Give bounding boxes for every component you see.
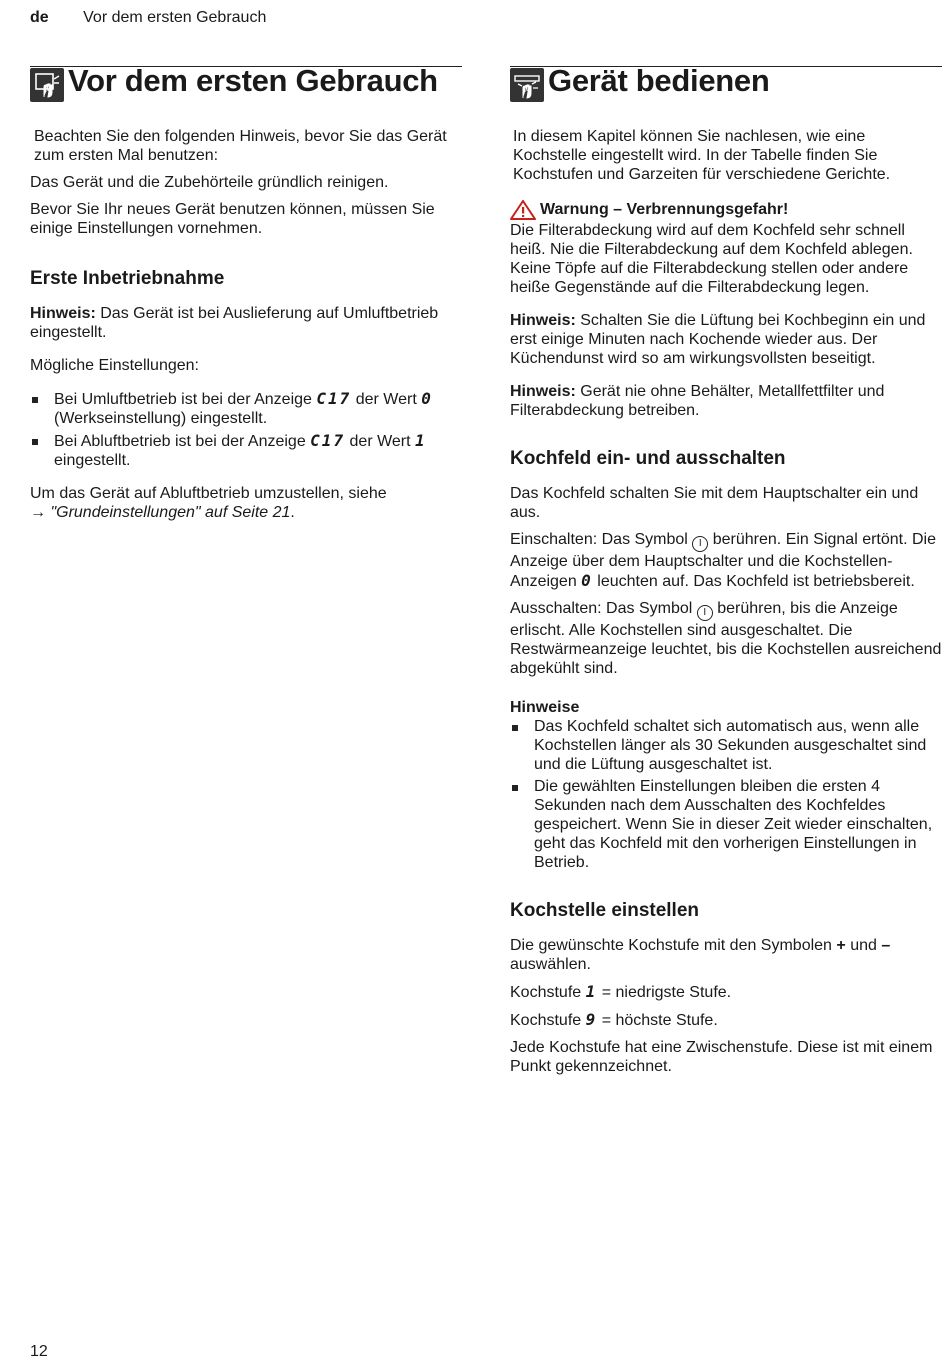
paragraph: Das Kochfeld schalten Sie mit dem Hauptschalter ein und aus. <box>510 485 919 521</box>
paragraph-text: berühren. Ein Signal ertönt. Die Anzeige über dem Hauptschalter und die Kochstellen-Anzeigen <box>510 531 936 590</box>
list-item-text: Bei Umluftbetrieb ist bei der Anzeige <box>54 391 317 408</box>
page-title: Vor dem ersten Gebrauch <box>68 63 438 98</box>
note-label: Hinweis: <box>510 312 576 329</box>
hints-list <box>510 717 942 872</box>
intro-paragraph: Beachten Sie den folgenden Hinweis, bevor Sie das Gerät zum ersten Mal benutzen: <box>34 128 447 164</box>
display-value: 1 <box>415 431 427 450</box>
warning-text: Die Filterabdeckung wird auf dem Kochfeld sehr schnell heiß. Nie die Filterabdeckung auf dem Kochfeld ablegen. Keine Töpfe auf die Filterabdeckung stellen oder andere heiße Gegenstände auf die Filterabdeckung legen. <box>510 222 913 296</box>
paragraph-text: = niedrigste Stufe. <box>597 984 732 1001</box>
note-text: Das Gerät ist bei Auslieferung auf Umluftbetrieb eingestellt. <box>30 305 439 341</box>
cross-reference-link[interactable]: "Grundeinstellungen" auf Seite 21 <box>50 504 291 521</box>
intro-paragraph: Bevor Sie Ihr neues Gerät benutzen können, müssen Sie einige Einstellungen vornehmen. <box>30 201 435 237</box>
list-item: Die gewählten Einstellungen bleiben die ersten 4 Sekunden nach dem Ausschalten des Kochfeldes gespeichert. Wenn Sie in dieser Zeit wieder einschalten, geht das Kochfeld mit den vorherigen Einstellungen in Betrieb. <box>510 777 942 872</box>
paragraph-text: berühren, bis die Anzeige erlischt. Alle Kochstellen sind ausgeschaltet. Die Restwärmeanzeige leuchtet, bis die Kochstellen ausreichend abgekühlt sind. <box>510 600 942 677</box>
list-item-text: der Wert <box>351 391 422 408</box>
paragraph-text: und <box>845 937 882 954</box>
paragraph: Jede Kochstufe hat eine Zwischenstufe. Diese ist mit einem Punkt gekennzeichnet. <box>510 1039 933 1075</box>
warning-triangle-icon <box>510 200 536 220</box>
list-item-text: Bei Abluftbetrieb ist bei der Anzeige <box>54 433 311 450</box>
right-column <box>510 63 942 1084</box>
hints-title: Hinweise <box>510 699 580 716</box>
paragraph-text: auswählen. <box>510 956 591 973</box>
paragraph <box>510 1010 942 1030</box>
running-header <box>30 9 266 27</box>
list-item-text: eingestellt. <box>54 452 131 469</box>
note-paragraph <box>510 311 942 368</box>
display-value: 0 <box>581 571 593 590</box>
paragraph-text: Die gewünschte Kochstufe mit den Symbolen <box>510 937 837 954</box>
note-paragraph <box>510 382 942 420</box>
paragraph-text: = höchste Stufe. <box>597 1012 718 1029</box>
warning-title: Warnung – Verbrennungsgefahr! <box>540 201 789 218</box>
paragraph-text: Kochstufe <box>510 984 586 1001</box>
hand-cleaning-icon <box>30 68 64 102</box>
page-number: 12 <box>30 1343 48 1360</box>
subsection-title: Kochstelle einstellen <box>510 900 700 921</box>
list-item <box>30 389 462 428</box>
section-title: Gerät bedienen <box>548 63 770 98</box>
display-value: 1 <box>585 982 598 1001</box>
note-label: Hinweis: <box>510 383 576 400</box>
power-icon: I <box>692 536 708 552</box>
paragraph <box>510 530 942 591</box>
settings-label: Mögliche Einstellungen: <box>30 357 199 374</box>
section-heading-left <box>30 63 462 107</box>
note-text: Schalten Sie die Lüftung bei Kochbeginn ein und erst einige Minuten nach Kochende wieder aus. Der Küchendunst wird so am wirkungsvollsten beseitigt. <box>510 312 926 367</box>
power-icon: I <box>697 605 713 621</box>
intro-paragraph: In diesem Kapitel können Sie nachlesen, wie eine Kochstelle eingestellt wird. In der Tabelle finden Sie Kochstufen und Garzeiten für verschiedene Gerichte. <box>513 128 891 183</box>
list-item <box>30 431 462 470</box>
running-title: Vor dem ersten Gebrauch <box>83 9 267 26</box>
hand-touch-icon <box>510 68 544 102</box>
display-code: C17 <box>316 389 352 408</box>
paragraph-text: Kochstufe <box>510 1012 586 1029</box>
subsection-title: Kochfeld ein- und ausschalten <box>510 448 786 469</box>
intro-paragraph: Das Gerät und die Zubehörteile gründlich reinigen. <box>30 174 389 191</box>
reference-text: Um das Gerät auf Abluftbetrieb umzustellen, siehe <box>30 485 387 502</box>
section-heading-right <box>510 63 942 107</box>
display-value: 9 <box>585 1010 598 1029</box>
minus-icon: – <box>881 937 891 954</box>
display-value: 0 <box>421 389 433 408</box>
list-item-text: (Werkseinstellung) eingestellt. <box>54 410 268 427</box>
list-item-text: der Wert <box>345 433 416 450</box>
paragraph <box>510 982 942 1002</box>
plus-icon: + <box>836 937 846 954</box>
settings-list <box>30 389 462 470</box>
paragraph-text: Ausschalten: Das Symbol <box>510 600 697 617</box>
left-column <box>30 63 462 530</box>
paragraph <box>510 936 942 974</box>
note-text: Gerät nie ohne Behälter, Metallfettfilter und Filterabdeckung betreiben. <box>510 383 885 419</box>
reference-end: . <box>290 504 295 521</box>
paragraph-text: leuchten auf. Das Kochfeld ist betriebsbereit. <box>592 573 915 590</box>
subsection-title: Erste Inbetriebnahme <box>30 268 225 289</box>
paragraph <box>510 599 942 678</box>
note-label: Hinweis: <box>30 305 96 322</box>
language-code: de <box>30 9 49 26</box>
display-code: C17 <box>310 431 346 450</box>
note-paragraph <box>30 304 462 342</box>
paragraph-text: Einschalten: Das Symbol <box>510 531 693 548</box>
reference-paragraph <box>30 484 462 522</box>
warning-heading <box>510 200 942 220</box>
list-item: Das Kochfeld schaltet sich automatisch aus, wenn alle Kochstellen länger als 30 Sekunden ausgeschaltet sind und die Lüftung ausgeschaltet ist. <box>510 717 942 774</box>
arrow-icon: → <box>30 504 46 521</box>
